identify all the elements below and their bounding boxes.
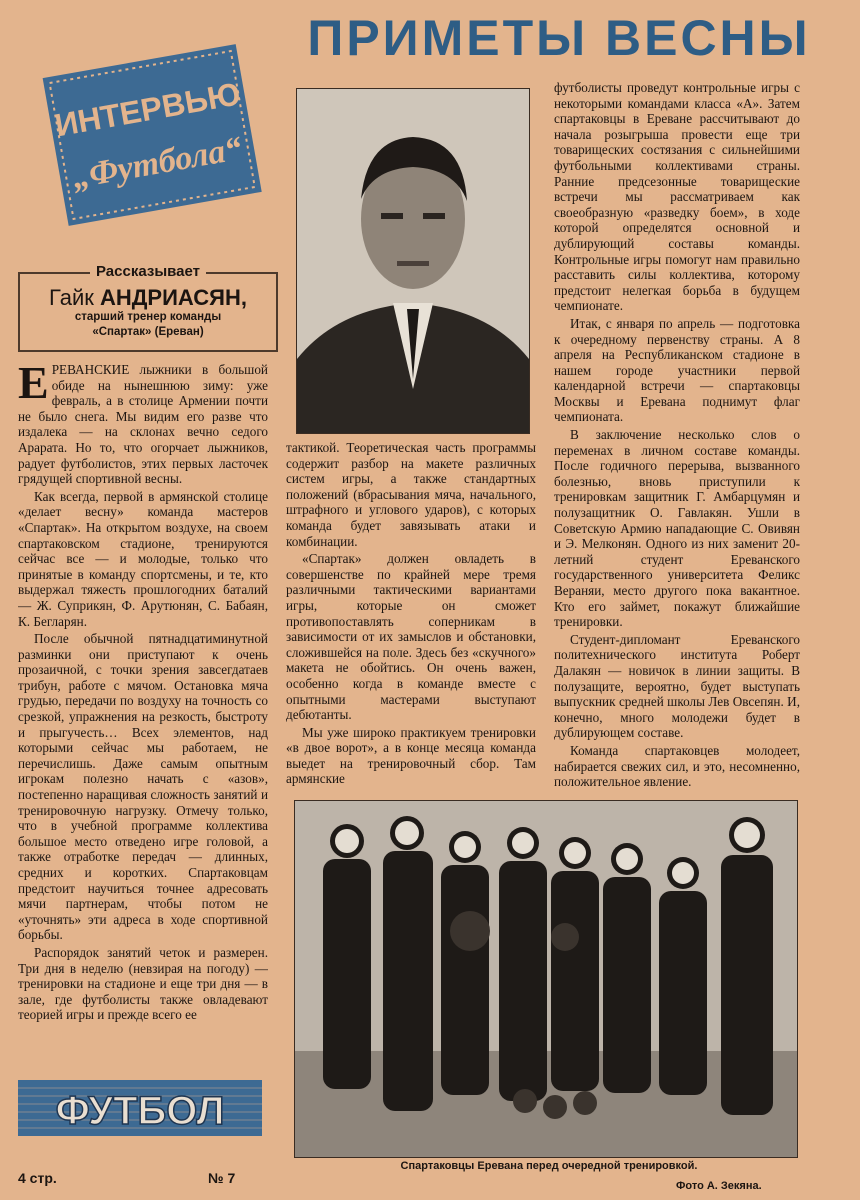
page-headline: ПРИМЕТЫ ВЕСНЫ <box>307 10 811 66</box>
left-paragraph-1: ЕРЕВАНСКИЕ лыжники в большой обиде на нынешнюю зиму: уже февраль, а в столице Армении почти не было снега. Мы видим его разве что издалека — на склонах вечно седого Арарата. Но то, что огорчает лыжников, радует футболистов, этих первых ласточек грядущей спортивной весны. <box>18 362 268 487</box>
interview-badge-icon <box>38 24 266 244</box>
right-paragraph-1: футболисты проведут контрольные игры с некоторыми командами класса «А». Затем спартаковцы в Ереване рассчитывают до начала розыгрыша провести еще три товарищеских состязания с сильнейшими футбольными коллективами страны. Ранние предсезонные товарищеские встречи мы рассматриваем как своеобразную «разведку боем», в ходе которой определятся основной и дублирующий составы команды. Контрольные игры помогут нам правильно расставить силы коллектива, которому предстоит нелегкая борьба в будущем чемпионате. <box>554 80 800 314</box>
author-first-name: Гайк <box>49 285 94 310</box>
middle-paragraph-2: «Спартак» должен овладеть в совершенстве по крайней мере тремя различными тактическими вариантами игры, которые он сможет противопоставлять соперникам в зависимости от их замыслов и обстановки, сложившейся на поле. Здесь без «скучного» макета не обойтись. Он очень важен, особенно когда в команде вместе с опытными мастерами выступают дебютанты. <box>286 551 536 723</box>
right-paragraph-2: Итак, с января по апрель — подготовка к очередному первенству страны. А 8 апреля на Республиканском стадионе в нашем городе участники первой календарной встречи — спартаковцы Москвы и Еревана поднимут флаг чемпионата. <box>554 315 800 425</box>
masthead-title: ФУТБОЛ <box>55 1089 225 1133</box>
right-paragraph-3: В заключение несколько слов о переменах в личном составе команды. После годичного перерыва, вызванного болезнью, вновь приступили к тренировкам защитник Г. Амбарцумян и полузащитник О. Гавлакян. Ушли в Советскую Армию нападающие С. Овивян и Э. Мелконян. Одного из них заменит 20-летний студент Ереванского государственного университета Феликс Вераняи, место другого пока вакантное. Кто его займет, покажут ближайшие тренировки. <box>554 427 800 630</box>
drop-cap: Е <box>18 362 49 408</box>
middle-paragraph-3: Мы уже широко практикуем тренировки «в двое ворот», а в конце месяца команда выедет на тренировочный сбор. Там армянские <box>286 724 536 787</box>
team-photo <box>294 800 798 1158</box>
interview-badge <box>38 24 266 244</box>
left-paragraph-3: После обычной пятнадцатиминутной разминки они приступают к очень прозаичной, с точки зрения завсегдатаев трибун, работе с мячом. Остановка мяча грудью, передачи по воздуху на точность со срезкой, упражнения на резкость, быстроту и прыгучесть… Всех элементов, над которыми сейчас мы работаем, не перечислишь. Даже самым опытным игрокам полезно начать с «азов», постепенно наращивая сложность занятий и тренировочную нагрузку. Отмечу только, что в учебной программе коллектива большое место отведено игре головой, а также отработке передач — длинных, средних и коротких. Спартаковцам предстоит научиться точнее адресовать мячи партнерам, чтобы потом не «уточнять» эти адреса в ходе спортивной борьбы. <box>18 631 268 943</box>
photo-credit: Фото А. Зекяна. <box>676 1180 762 1192</box>
column-left <box>18 362 268 1062</box>
masthead-logo <box>18 1080 262 1136</box>
right-paragraph-4: Студент-дипломант Ереванского политехнического института Роберт Далакян — новичок в линии защиты. В полузащите, вероятно, будет выступать выпускник средней школы Лев Овсепян. И, конечно, много молодежи будет в дублирующем составе. <box>554 631 800 741</box>
badge-line1: ИНТЕРВЬЮ <box>52 75 244 144</box>
portrait-image-icon <box>297 89 529 433</box>
badge-line2: „Футбола“ <box>69 129 245 197</box>
column-middle <box>286 440 536 796</box>
left-paragraph-4: Распорядок занятий четок и размерен. Три дня в неделю (невзирая на погоду) — тренировки на стадионе и еще три дня — в зале, где футболисты также овладевают теорией игры и прежде всего ее <box>18 944 268 1023</box>
issue-number: № 7 <box>208 1170 236 1186</box>
author-last-name: АНДРИАСЯН, <box>99 285 247 310</box>
masthead-logo-icon <box>18 1080 262 1136</box>
photo-caption: Спартаковцы Еревана перед очередной тренировкой. <box>400 1160 698 1172</box>
left-paragraph-2: Как всегда, первой в армянской столице «делает весну» команда мастеров «Спартак». На открытом воздухе, на своем спартаковском стадионе, тренируются сейчас все — и молодые, только что принятые в команду спортсмены, и те, кто выдержал тяжесть прошлогодних баталий — Ж. Суприкян, Ф. Арутюнян, С. Бабаян, К. Бегларян. <box>18 488 268 629</box>
right-paragraph-5: Команда спартаковцев молодеет, набирается свежих сил, и это, несомненно, положительное явление. <box>554 742 800 790</box>
team-image-icon <box>295 801 797 1157</box>
portrait-photo <box>296 88 530 434</box>
author-role-line1: старший тренер команды <box>74 311 222 323</box>
byline-lead: Рассказывает <box>90 263 206 280</box>
author-role-line2: «Спартак» (Ереван) <box>92 326 204 338</box>
column-right <box>554 80 800 796</box>
page-number: 4 стр. <box>18 1170 57 1186</box>
byline-box <box>18 263 278 352</box>
middle-paragraph-1: тактикой. Теоретическая часть программы содержит разбор на макете различных систем игры, а также стандартных положений (вбрасывания мяча, начального, штрафного и углового ударов), с которых команда будет завязывать атаки и комбинации. <box>286 440 536 549</box>
